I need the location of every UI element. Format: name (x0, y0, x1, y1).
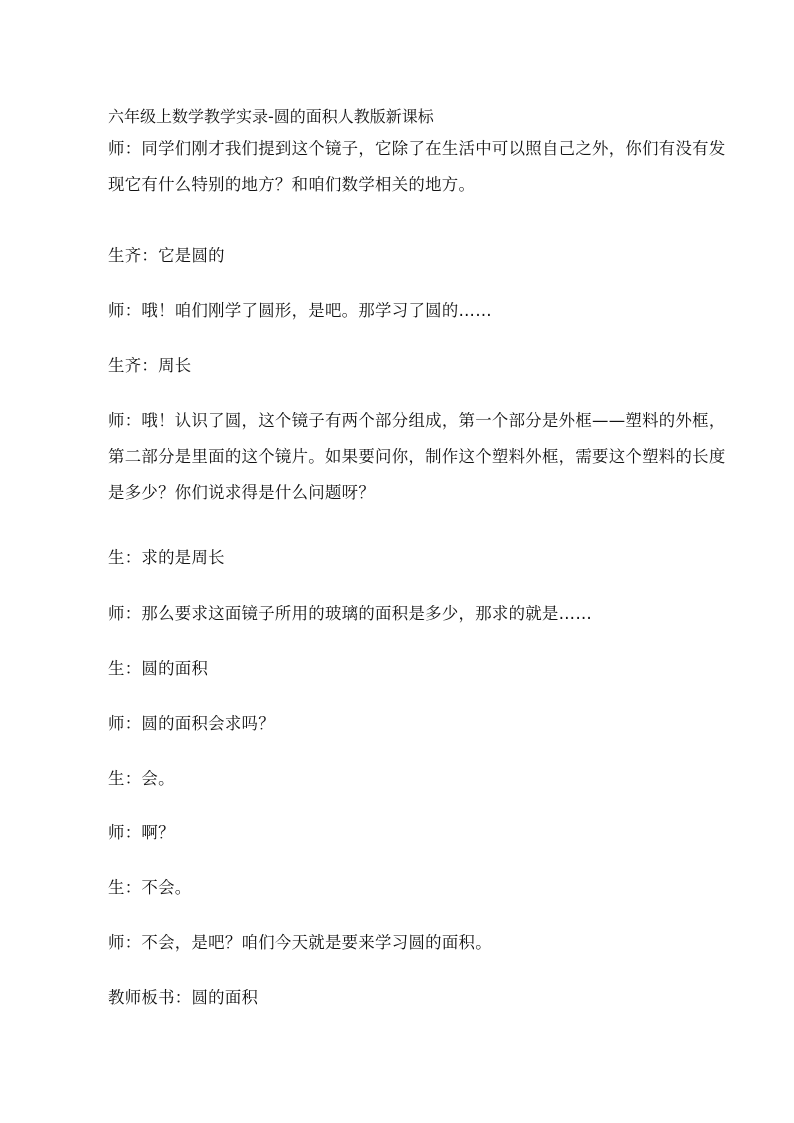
dialogue-text: 哦！咱们刚学了圆形，是吧。那学习了圆的…… (141, 301, 492, 320)
dialogue-paragraph-5 (108, 403, 730, 511)
dialogue-text: 不会。 (141, 878, 192, 897)
dialogue-text: 它是圆的 (158, 246, 225, 265)
dialogue-text: 不会，是吧？咱们今天就是要来学习圆的面积。 (141, 933, 492, 952)
dialogue-paragraph-4 (108, 348, 730, 384)
speaker-label: 教师板书： (108, 988, 192, 1007)
speaker-label: 师： (108, 604, 142, 623)
speaker-label: 生： (108, 659, 142, 678)
dialogue-text: 那么要求这面镜子所用的玻璃的面积是多少，那求的就是…… (141, 604, 593, 623)
dialogue-paragraph-7 (108, 596, 730, 632)
dialogue-paragraph-1 (108, 131, 730, 203)
dialogue-paragraph-9 (108, 706, 730, 742)
dialogue-text: 周长 (158, 356, 192, 375)
dialogue-text: 会。 (141, 769, 175, 788)
dialogue-paragraph-6 (108, 540, 730, 576)
speaker-label: 师： (108, 823, 142, 842)
dialogue-paragraph-12 (108, 870, 730, 906)
speaker-label: 师： (108, 411, 142, 430)
dialogue-paragraph-11 (108, 815, 730, 851)
dialogue-text: 圆的面积 (191, 988, 259, 1007)
speaker-label: 生齐： (108, 356, 159, 375)
dialogue-text: 同学们刚才我们提到这个镜子，它除了在生活中可以照自己之外，你们有没有发现它有什么特别的地方？和咱们数学相关的地方。 (108, 139, 726, 194)
dialogue-paragraph-8 (108, 651, 730, 687)
dialogue-text: 求的是周长 (141, 548, 225, 567)
dialogue-paragraph-14 (108, 980, 730, 1016)
speaker-label: 生： (108, 769, 142, 788)
dialogue-text: 圆的面积 (141, 659, 209, 678)
dialogue-text: 啊？ (141, 823, 175, 842)
speaker-label: 师： (108, 139, 142, 158)
dialogue-text: 哦！认识了圆，这个镜子有两个部分组成，第一个部分是外框——塑料的外框，第二部分是里面的这个镜片。如果要问你，制作这个塑料外框，需要这个塑料的长度是多少？你们说求得是什么问题呀？ (108, 411, 726, 502)
dialogue-text: 圆的面积会求吗？ (141, 714, 275, 733)
dialogue-paragraph-13 (108, 925, 730, 961)
speaker-label: 生： (108, 878, 142, 897)
speaker-label: 生： (108, 548, 142, 567)
speaker-label: 师： (108, 301, 142, 320)
dialogue-paragraph-10 (108, 761, 730, 797)
document-title: 六年级上数学教学实录-圆的面积人教版新课标 (108, 107, 434, 126)
speaker-label: 师： (108, 714, 142, 733)
dialogue-paragraph-2 (108, 238, 730, 274)
speaker-label: 生齐： (108, 246, 159, 265)
speaker-label: 师： (108, 933, 142, 952)
dialogue-paragraph-3 (108, 293, 730, 329)
